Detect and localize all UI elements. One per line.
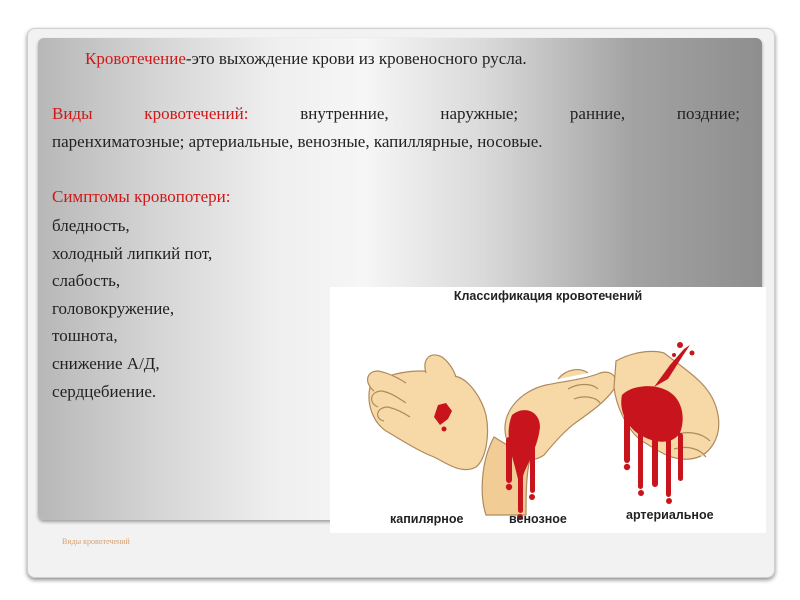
symptom-item: бледность, [52,216,130,235]
label-arterial: артериальное [626,508,714,522]
venous-hand-icon [482,370,616,515]
symptoms-heading: Симптомы кровопотери: [52,187,231,206]
illustration-title: Классификация кровотечений [453,289,643,303]
definition [85,49,527,69]
symptom-item: сердцебиение. [52,381,157,401]
symptom-item: тошнота, [52,326,118,346]
symptom-list [52,212,212,405]
bleeding-classification-illustration [330,287,766,533]
definition-term: Кровотечение [85,49,186,68]
definition-text: -это выхождение крови из кровеносного русла. [185,49,527,68]
types-list-1: внутренние, наружные; ранние, поздние; [300,104,740,123]
footer-note: Виды кровотечений [62,537,130,546]
symptom-item: слабость, [52,271,121,291]
symptom-item: снижение А/Д, [52,353,160,373]
types-list-2: паренхиматозные; артериальные, венозные, капиллярные, носовые. [52,132,543,151]
label-venous: венозное [509,512,567,526]
symptom-item: головокружение, [52,298,175,318]
capillary-hand-icon [368,355,488,470]
types-line-1 [52,104,740,124]
label-capillary: капилярное [390,512,464,526]
types-heading: Виды кровотечений: [52,104,249,123]
symptom-item: холодный липкий пот, [52,243,213,263]
hands-drawing [330,287,766,533]
